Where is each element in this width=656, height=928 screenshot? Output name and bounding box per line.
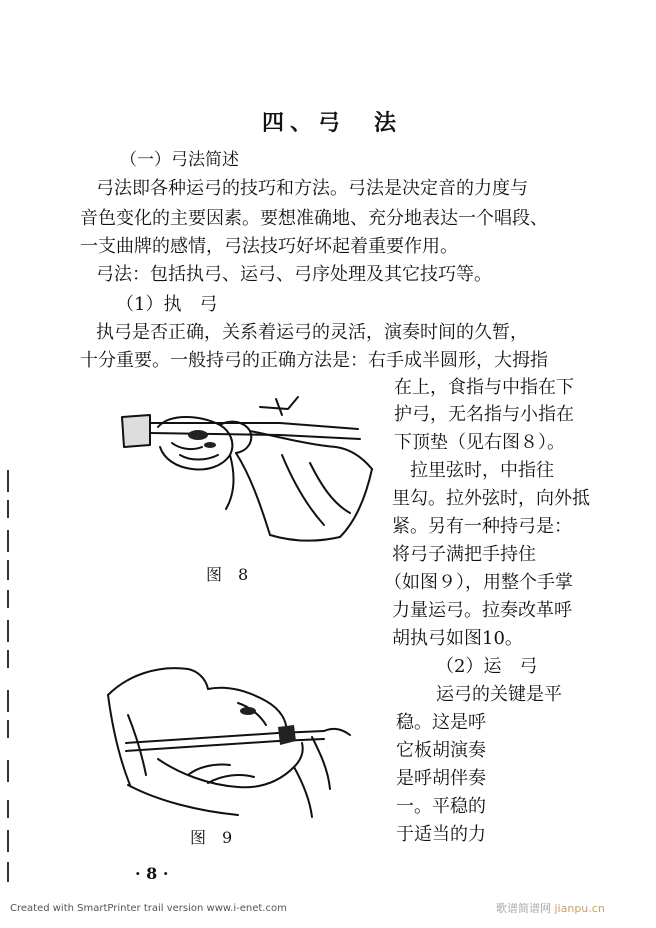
margin-mark: [7, 560, 9, 580]
paragraph-line: 它板胡演奏: [396, 740, 486, 761]
subsection-heading: （1）执 弓: [116, 294, 218, 315]
paragraph-line: 下顶垫（见右图８）。: [394, 432, 565, 453]
figure-8-caption: 图 8: [206, 565, 249, 584]
margin-mark: [7, 650, 9, 668]
paragraph-line: 一支曲牌的感情，弓法技巧好坏起着重要作用。: [80, 236, 458, 257]
watermark-site-name: 歌谱简谱网: [496, 902, 555, 915]
figure-8-illustration: [110, 385, 390, 560]
watermark-smartprinter: Created with SmartPrinter trail version www.i-enet.com: [10, 903, 287, 914]
paragraph-line: 音色变化的主要因素。要想准确地、充分地表达一个唱段、: [80, 208, 548, 229]
margin-mark: [7, 590, 9, 608]
paragraph-line: 于适当的力: [396, 824, 486, 845]
figure-9-illustration: [98, 655, 368, 820]
paragraph-line: 力量运弓。拉奏改革呼: [392, 600, 572, 621]
paragraph-line: 执弓是否正确，关系着运弓的灵活，演奏时间的久暂，: [96, 322, 528, 343]
margin-mark: [7, 800, 9, 818]
paragraph-line: 是呼胡伴奏: [396, 768, 486, 789]
page-title: 四、弓 法: [262, 110, 403, 136]
paragraph-line: 弓法：包括执弓、运弓、弓序处理及其它技巧等。: [96, 264, 492, 285]
margin-mark: [7, 720, 9, 738]
paragraph-line: 一。平稳的: [396, 796, 486, 817]
margin-mark: [7, 530, 9, 552]
figure-9-caption: 图 9: [190, 828, 233, 847]
margin-mark: [7, 620, 9, 642]
paragraph-line: 拉里弦时，中指往: [410, 460, 554, 481]
paragraph-line: 将弓子满把手持住: [392, 544, 536, 565]
paragraph-line: 在上，食指与中指在下: [394, 377, 574, 398]
margin-mark: [7, 862, 9, 882]
subsection-heading: （2）运 弓: [436, 656, 538, 677]
paragraph-line: 胡执弓如图10。: [392, 628, 523, 649]
margin-mark: [7, 500, 9, 518]
margin-mark: [7, 690, 9, 712]
margin-mark: [7, 830, 9, 852]
watermark-site: [496, 903, 605, 914]
paragraph-line: 里勾。拉外弦时，向外抵: [392, 488, 590, 509]
paragraph-line: 运弓的关键是平: [436, 684, 562, 705]
paragraph-line: 稳。这是呼: [396, 712, 486, 733]
paragraph-line: 弓法即各种运弓的技巧和方法。弓法是决定音的力度与: [96, 178, 528, 199]
paragraph-line: （如图９），用整个手掌: [384, 572, 573, 593]
margin-mark: [7, 760, 9, 782]
margin-mark: [7, 470, 9, 492]
paragraph-line: 紧。另有一种持弓是：: [392, 516, 572, 537]
paragraph-line: 护弓，无名指与小指在: [394, 404, 574, 425]
section-heading: （一）弓法简述: [120, 150, 239, 170]
watermark-site-url: jianpu.cn: [554, 902, 605, 915]
paragraph-line: 十分重要。一般持弓的正确方法是：右手成半圆形，大拇指: [80, 350, 548, 371]
page-number: · 8 ·: [135, 864, 169, 883]
